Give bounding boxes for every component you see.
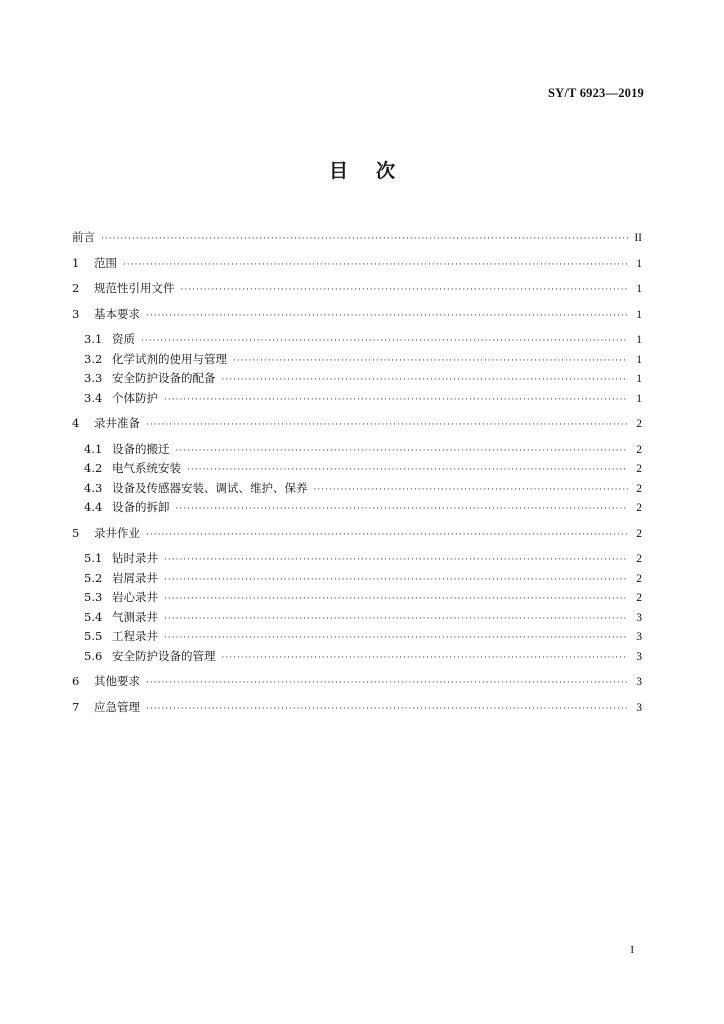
toc-entry-page: II	[634, 232, 642, 244]
toc-entry-title: 个体防护	[112, 390, 158, 405]
toc-leader-dots	[222, 371, 629, 391]
toc-entry-page: 1	[636, 392, 642, 405]
toc-entry-title: 气测录井	[112, 609, 158, 624]
toc-entry-title: 设备的拆卸	[112, 500, 170, 514]
toc-leader-dots	[314, 481, 629, 501]
toc-entry-title: 前言	[72, 230, 95, 244]
toc-leader-dots	[123, 256, 628, 276]
toc-subentry[interactable]	[72, 498, 642, 518]
toc-entry-title: 设备及传感器安装、调试、维护、保养	[112, 480, 308, 495]
toc-entry-page: 1	[636, 257, 642, 270]
toc-entry[interactable]	[72, 305, 642, 325]
page-title: 目次	[328, 160, 423, 182]
toc-entry-page: 3	[636, 650, 642, 663]
toc-entry-title: 化学试剂的使用与管理	[112, 351, 227, 366]
toc-entry-preface[interactable]	[72, 228, 642, 248]
page-number: I	[630, 944, 634, 956]
toc-leader-dots	[176, 500, 629, 520]
toc-entry-number: 7	[72, 699, 80, 714]
toc-entry[interactable]	[72, 698, 642, 718]
toc-entry-page: 1	[636, 308, 642, 321]
toc-entry-number: 1	[72, 255, 80, 270]
toc-entry-title: 钻时录井	[112, 551, 158, 565]
toc-entry-title: 岩心录井	[112, 590, 158, 604]
toc-subentry[interactable]	[72, 569, 642, 589]
toc-entry-title: 电气系统安装	[112, 461, 181, 475]
toc-entry-page: 2	[636, 502, 642, 514]
toc-entry-page: 3	[636, 701, 642, 714]
toc-leader-dots	[164, 551, 628, 571]
toc-subentry[interactable]	[72, 389, 642, 409]
toc-entry-title: 录井作业	[94, 525, 140, 540]
toc-entry-title: 岩屑录井	[112, 570, 158, 585]
toc-subentry[interactable]	[72, 608, 642, 628]
table-of-contents	[72, 228, 642, 717]
toc-entry[interactable]	[72, 254, 642, 274]
toc-entry-page: 2	[636, 482, 642, 495]
toc-entry-page: 1	[636, 373, 642, 385]
toc-entry-number: 3.4	[84, 390, 103, 405]
toc-entry-page: 2	[636, 443, 642, 456]
toc-entry-number: 4	[72, 416, 80, 430]
toc-subentry[interactable]	[72, 588, 642, 608]
toc-entry-number: 4.2	[84, 461, 103, 475]
toc-entry-number: 5.6	[84, 648, 103, 663]
toc-leader-dots	[146, 416, 628, 436]
toc-entry[interactable]	[72, 672, 642, 692]
toc-entry-title: 录井准备	[94, 416, 140, 430]
toc-leader-dots	[101, 230, 628, 250]
toc-entry-page: 2	[636, 527, 642, 540]
toc-entry-title: 工程录井	[112, 629, 158, 643]
toc-entry[interactable]	[72, 279, 642, 299]
toc-entry-page: 2	[636, 463, 642, 475]
toc-leader-dots	[146, 307, 628, 327]
toc-entry-page: 2	[636, 572, 642, 585]
toc-leader-dots	[181, 281, 629, 301]
toc-entry-number: 3.1	[84, 332, 103, 346]
toc-subentry[interactable]	[72, 350, 642, 370]
toc-leader-dots	[222, 649, 629, 669]
toc-entry[interactable]	[72, 524, 642, 544]
toc-leader-dots	[164, 610, 628, 630]
toc-entry-title: 安全防护设备的配备	[112, 371, 216, 385]
toc-entry-page: 3	[636, 611, 642, 624]
toc-subentry[interactable]	[72, 627, 642, 647]
toc-subentry[interactable]	[72, 330, 642, 350]
toc-entry-number: 5	[72, 525, 80, 540]
toc-entry-page: 3	[636, 676, 642, 688]
toc-leader-dots	[146, 526, 628, 546]
toc-entry-title: 应急管理	[94, 699, 140, 714]
toc-entry-page: 2	[636, 553, 642, 565]
toc-entry-number: 4.3	[84, 480, 103, 495]
toc-leader-dots	[176, 442, 629, 462]
toc-entry-title: 资质	[112, 332, 135, 346]
toc-subentry[interactable]	[72, 369, 642, 389]
toc-entry-number: 3.3	[84, 371, 103, 385]
toc-subentry[interactable]	[72, 440, 642, 460]
toc-entry-title: 设备的搬迁	[112, 441, 170, 456]
toc-leader-dots	[146, 700, 628, 720]
toc-entry-title: 规范性引用文件	[94, 281, 175, 295]
toc-entry-number: 5.2	[84, 570, 103, 585]
toc-entry-page: 1	[636, 353, 642, 366]
toc-entry-number: 3	[72, 306, 80, 321]
toc-entry-number: 5.5	[84, 629, 103, 643]
toc-subentry[interactable]	[72, 459, 642, 479]
toc-entry-number: 5.1	[84, 551, 103, 565]
toc-leader-dots	[164, 571, 628, 591]
toc-entry-title: 其他要求	[94, 674, 140, 688]
toc-leader-dots	[233, 352, 628, 372]
toc-subentry[interactable]	[72, 479, 642, 499]
toc-leader-dots	[146, 674, 628, 694]
toc-entry[interactable]	[72, 414, 642, 434]
toc-leader-dots	[164, 629, 628, 649]
toc-subentry[interactable]	[72, 549, 642, 569]
toc-subentry[interactable]	[72, 647, 642, 667]
toc-entry-number: 5.3	[84, 590, 103, 604]
toc-entry-page: 1	[636, 334, 642, 346]
toc-entry-page: 3	[636, 631, 642, 643]
standard-number: SY/T 6923—2019	[548, 86, 644, 100]
toc-entry-number: 3.2	[84, 351, 103, 366]
toc-entry-page: 2	[636, 592, 642, 604]
toc-entry-number: 2	[72, 281, 80, 295]
toc-leader-dots	[164, 590, 628, 610]
toc-entry-number: 4.1	[84, 441, 103, 456]
toc-entry-number: 6	[72, 674, 80, 688]
toc-entry-page: 2	[636, 418, 642, 430]
toc-entry-page: 1	[636, 283, 642, 295]
toc-entry-title: 范围	[94, 255, 117, 270]
toc-leader-dots	[164, 391, 628, 411]
toc-entry-title: 基本要求	[94, 306, 140, 321]
toc-entry-number: 5.4	[84, 609, 103, 624]
toc-entry-number: 4.4	[84, 500, 103, 514]
toc-entry-title: 安全防护设备的管理	[112, 648, 216, 663]
